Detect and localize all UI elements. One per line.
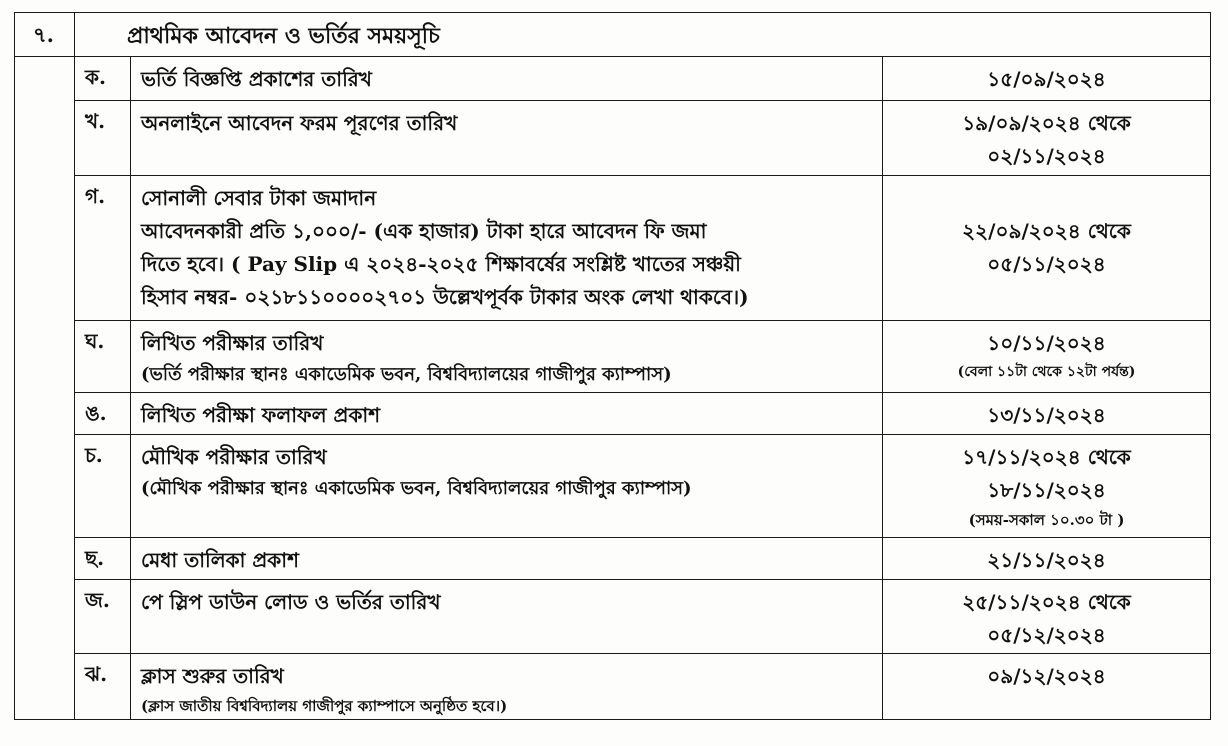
schedule-row (15, 176, 1211, 321)
row-letter: ছ. (75, 538, 131, 580)
date-line: ২১/১১/২০২৪ (987, 548, 1106, 572)
schedule-row (15, 57, 1211, 101)
description-line: মেধা তালিকা প্রকাশ (141, 548, 299, 572)
date-time-note: (সময়-সকাল ১০.৩০ টা ) (968, 511, 1125, 529)
date-line: ২২/০৯/২০২৪ থেকে (962, 219, 1131, 243)
date-line: ০২/১১/২০২৪ (987, 144, 1106, 168)
section-title: প্রাথমিক আবেদন ও ভর্তির সময়সূচি (75, 13, 1211, 57)
row-letter: চ. (75, 435, 131, 538)
row-date (883, 176, 1211, 321)
row-letter: জ. (75, 580, 131, 654)
schedule-row (15, 435, 1211, 538)
row-description (131, 654, 883, 720)
row-letter: ঝ. (75, 654, 131, 720)
description-line: মৌখিক পরীক্ষার তারিখ (141, 445, 327, 469)
date-line: ০৫/১১/২০২৪ (987, 252, 1106, 276)
date-line: ০৯/১২/২০২৪ (987, 664, 1106, 688)
date-time-note: (বেলা ১১টা থেকে ১২টা পর্যন্ত) (957, 364, 1136, 380)
date-line: ০৫/১২/২০২৪ (987, 623, 1106, 647)
description-line: ক্লাস শুরুর তারিখ (141, 664, 284, 688)
section-header-row (15, 13, 1211, 57)
row-date (883, 580, 1211, 654)
row-description (131, 435, 883, 538)
date-line: ১৯/০৯/২০২৪ থেকে (962, 111, 1131, 135)
row-description (131, 321, 883, 393)
date-line: ১৩/১১/২০২৪ (987, 403, 1106, 427)
row-date (883, 538, 1211, 580)
date-line: ১৮/১১/২০২৪ (987, 478, 1106, 502)
row-letter: খ. (75, 101, 131, 176)
description-line: হিসাব নম্বর- ০২১৮১১০০০০২৭০১ উল্লেখপূর্বক টাকার অংক লেখা থাকবে।) (141, 285, 749, 309)
description-line: সোনালী সেবার টাকা জমাদান (141, 186, 377, 210)
row-date (883, 435, 1211, 538)
admission-schedule-table (14, 12, 1211, 720)
row-letter: ক. (75, 57, 131, 101)
row-date (883, 393, 1211, 435)
row-description (131, 57, 883, 101)
description-line: পে স্লিপ ডাউন লোড ও ভর্তির তারিখ (141, 590, 441, 614)
description-line: অনলাইনে আবেদন ফরম পূরণের তারিখ (141, 111, 458, 135)
row-description (131, 580, 883, 654)
row-date (883, 321, 1211, 393)
row-description (131, 393, 883, 435)
row-description (131, 176, 883, 321)
description-line: ভর্তি বিজ্ঞপ্তি প্রকাশের তারিখ (141, 67, 372, 91)
row-letter: গ. (75, 176, 131, 321)
description-line: লিখিত পরীক্ষা ফলাফল প্রকাশ (141, 403, 381, 427)
date-line: ২৫/১১/২০২৪ থেকে (962, 590, 1131, 614)
row-letter: ঘ. (75, 321, 131, 393)
row-description (131, 538, 883, 580)
date-line: ১৭/১১/২০২৪ থেকে (962, 445, 1131, 469)
description-line: আবেদনকারী প্রতি ১,০০০/- (এক হাজার) টাকা হারে আবেদন ফি জমা (141, 219, 707, 243)
row-date (883, 101, 1211, 176)
schedule-row (15, 580, 1211, 654)
row-letter: ঙ. (75, 393, 131, 435)
empty-index-column (15, 57, 75, 720)
schedule-row (15, 538, 1211, 580)
schedule-row (15, 101, 1211, 176)
schedule-row (15, 393, 1211, 435)
description-line: লিখিত পরীক্ষার তারিখ (141, 331, 324, 355)
description-subnote: (ভর্তি পরীক্ষার স্থানঃ একাডেমিক ভবন, বিশ্ববিদ্যালয়ের গাজীপুর ক্যাম্পাস) (141, 364, 672, 385)
schedule-row (15, 654, 1211, 720)
description-note: (ক্লাস জাতীয় বিশ্ববিদ্যালয় গাজীপুর ক্যাম্পাসে অনুষ্ঠিত হবে।) (141, 697, 508, 715)
description-line: দিতে হবে। ( Pay Slip এ ২০২৪-২০২৫ শিক্ষাবর্ষের সংশ্লিষ্ট খাতের সঞ্চয়ী (141, 252, 741, 276)
date-line: ১০/১১/২০২৪ (987, 331, 1106, 355)
description-subnote: (মৌখিক পরীক্ষার স্থানঃ একাডেমিক ভবন, বিশ্ববিদ্যালয়ের গাজীপুর ক্যাম্পাস) (141, 478, 692, 499)
row-date (883, 57, 1211, 101)
section-number: ৭. (15, 13, 75, 57)
row-date (883, 654, 1211, 720)
schedule-row (15, 321, 1211, 393)
date-line: ১৫/০৯/২০২৪ (987, 67, 1106, 91)
row-description (131, 101, 883, 176)
